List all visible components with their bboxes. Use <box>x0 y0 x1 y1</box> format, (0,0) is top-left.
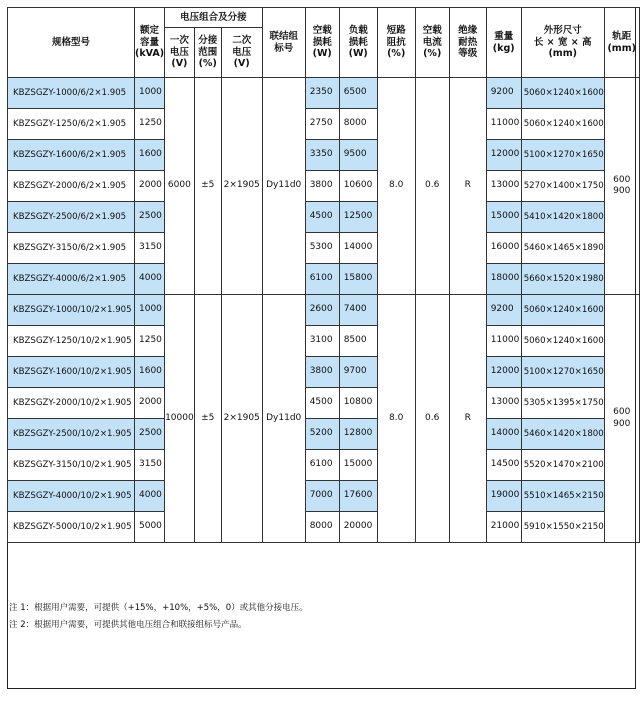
table-row <box>8 295 640 326</box>
gauge-cell: 600 900 <box>604 295 639 543</box>
noload-loss-cell: 2600 <box>305 295 339 326</box>
weight-cell: 13000 <box>486 388 521 419</box>
dimensions-cell: 5660×1520×1980 <box>521 264 604 295</box>
table-row <box>8 233 640 264</box>
header-tap-range: 分接 范围 (%) <box>194 28 221 78</box>
insulation-cell: R <box>449 295 486 543</box>
load-loss-cell: 8000 <box>339 109 377 140</box>
gauge-cell: 600 900 <box>604 78 639 295</box>
tap-range-cell: ±5 <box>194 295 221 543</box>
noload-loss-cell: 2750 <box>305 109 339 140</box>
load-loss-cell: 17600 <box>339 481 377 512</box>
noload-loss-cell: 6100 <box>305 450 339 481</box>
impedance-cell: 8.0 <box>377 295 415 543</box>
weight-cell: 12000 <box>486 357 521 388</box>
dimensions-cell: 5305×1395×1750 <box>521 388 604 419</box>
load-loss-cell: 15800 <box>339 264 377 295</box>
capacity-cell: 5000 <box>135 512 165 543</box>
model-cell: KBZSGZY-5000/10/2×1.905 <box>8 512 135 543</box>
weight-cell: 12000 <box>486 140 521 171</box>
noload-loss-cell: 5200 <box>305 419 339 450</box>
dimensions-cell: 5510×1465×2150 <box>521 481 604 512</box>
model-cell: KBZSGZY-2500/6/2×1.905 <box>8 202 135 233</box>
capacity-cell: 2000 <box>135 171 165 202</box>
header-noload-current: 空载 电流 (%) <box>415 8 449 78</box>
capacity-cell: 3150 <box>135 233 165 264</box>
capacity-cell: 1600 <box>135 140 165 171</box>
primary-voltage-cell: 10000 <box>165 295 195 543</box>
dimensions-cell: 5270×1400×1750 <box>521 171 604 202</box>
load-loss-cell: 7400 <box>339 295 377 326</box>
dimensions-cell: 5460×1420×1800 <box>521 419 604 450</box>
weight-cell: 14000 <box>486 419 521 450</box>
model-cell: KBZSGZY-2000/10/2×1.905 <box>8 388 135 419</box>
load-loss-cell: 12500 <box>339 202 377 233</box>
secondary-voltage-cell: 2×1905 <box>221 78 262 295</box>
table-row <box>8 326 640 357</box>
capacity-cell: 2500 <box>135 419 165 450</box>
model-cell: KBZSGZY-3150/10/2×1.905 <box>8 450 135 481</box>
weight-cell: 11000 <box>486 109 521 140</box>
table-row <box>8 109 640 140</box>
table-row <box>8 419 640 450</box>
header-weight: 重量 (kg) <box>486 8 521 78</box>
dimensions-cell: 5520×1470×2100 <box>521 450 604 481</box>
insulation-cell: R <box>449 78 486 295</box>
weight-cell: 21000 <box>486 512 521 543</box>
load-loss-cell: 9700 <box>339 357 377 388</box>
header-noload-loss: 空载 损耗 (W) <box>305 8 339 78</box>
spec-table-body <box>8 78 640 601</box>
capacity-cell: 1000 <box>135 295 165 326</box>
table-row <box>8 264 640 295</box>
capacity-cell: 2000 <box>135 388 165 419</box>
dimensions-cell: 5100×1270×1650 <box>521 140 604 171</box>
noload-loss-cell: 3800 <box>305 357 339 388</box>
model-cell: KBZSGZY-1250/10/2×1.905 <box>8 326 135 357</box>
table-row <box>8 171 640 202</box>
model-cell: KBZSGZY-1000/6/2×1.905 <box>8 78 135 109</box>
header-primary-voltage: 一次 电压 (V) <box>165 28 195 78</box>
noload-loss-cell: 3350 <box>305 140 339 171</box>
capacity-cell: 3150 <box>135 450 165 481</box>
capacity-cell: 4000 <box>135 264 165 295</box>
weight-cell: 9200 <box>486 295 521 326</box>
noload-loss-cell: 8000 <box>305 512 339 543</box>
vector-group-cell: Dy11d0 <box>262 295 305 543</box>
noload-loss-cell: 4500 <box>305 202 339 233</box>
dimensions-cell: 5060×1240×1600 <box>521 326 604 357</box>
noload-current-cell: 0.6 <box>415 78 449 295</box>
noload-loss-cell: 3800 <box>305 171 339 202</box>
capacity-cell: 1600 <box>135 357 165 388</box>
noload-loss-cell: 4500 <box>305 388 339 419</box>
dimensions-cell: 5060×1240×1600 <box>521 78 604 109</box>
weight-cell: 16000 <box>486 233 521 264</box>
table-row <box>8 357 640 388</box>
weight-cell: 9200 <box>486 78 521 109</box>
weight-cell: 13000 <box>486 171 521 202</box>
weight-cell: 14500 <box>486 450 521 481</box>
weight-cell: 11000 <box>486 326 521 357</box>
header-gauge: 轨距 (mm) <box>604 8 639 78</box>
load-loss-cell: 6500 <box>339 78 377 109</box>
load-loss-cell: 14000 <box>339 233 377 264</box>
model-cell: KBZSGZY-1000/10/2×1.905 <box>8 295 135 326</box>
noload-loss-cell: 6100 <box>305 264 339 295</box>
noload-loss-cell: 2350 <box>305 78 339 109</box>
header-vector-group: 联结组 标号 <box>262 8 305 78</box>
load-loss-cell: 8500 <box>339 326 377 357</box>
table-row <box>8 512 640 543</box>
primary-voltage-cell: 6000 <box>165 78 195 295</box>
dimensions-cell: 5910×1550×2150 <box>521 512 604 543</box>
header-secondary-voltage: 二次 电压 (V) <box>221 28 262 78</box>
spacer-row <box>8 543 640 601</box>
spec-table <box>7 7 640 601</box>
capacity-cell: 2500 <box>135 202 165 233</box>
dimensions-cell: 5460×1465×1890 <box>521 233 604 264</box>
table-row <box>8 78 640 109</box>
noload-loss-cell: 7000 <box>305 481 339 512</box>
vector-group-cell: Dy11d0 <box>262 78 305 295</box>
note-1: 注 1：根据用户需要，可提供（+15%，+10%，+5%，0）或其他分接电压。 <box>9 603 308 613</box>
model-cell: KBZSGZY-1250/6/2×1.905 <box>8 109 135 140</box>
capacity-cell: 1250 <box>135 326 165 357</box>
header-load-loss: 负载 损耗 (W) <box>339 8 377 78</box>
load-loss-cell: 15000 <box>339 450 377 481</box>
noload-loss-cell: 5300 <box>305 233 339 264</box>
header-dimensions: 外形尺寸 长 × 宽 × 高 (mm) <box>521 8 604 78</box>
capacity-cell: 1000 <box>135 78 165 109</box>
table-row <box>8 140 640 171</box>
header-model: 规格型号 <box>8 8 135 78</box>
secondary-voltage-cell: 2×1905 <box>221 295 262 543</box>
model-cell: KBZSGZY-3150/6/2×1.905 <box>8 233 135 264</box>
weight-cell: 18000 <box>486 264 521 295</box>
table-row <box>8 481 640 512</box>
model-cell: KBZSGZY-1600/10/2×1.905 <box>8 357 135 388</box>
notes-section <box>9 600 308 634</box>
model-cell: KBZSGZY-1600/6/2×1.905 <box>8 140 135 171</box>
table-row <box>8 202 640 233</box>
table-row <box>8 450 640 481</box>
header-impedance: 短路 阻抗 (%) <box>377 8 415 78</box>
load-loss-cell: 20000 <box>339 512 377 543</box>
model-cell: KBZSGZY-2000/6/2×1.905 <box>8 171 135 202</box>
load-loss-cell: 12800 <box>339 419 377 450</box>
model-cell: KBZSGZY-4000/10/2×1.905 <box>8 481 135 512</box>
weight-cell: 19000 <box>486 481 521 512</box>
dimensions-cell: 5100×1270×1650 <box>521 357 604 388</box>
model-cell: KBZSGZY-4000/6/2×1.905 <box>8 264 135 295</box>
header-capacity: 额定 容量 (kVA) <box>135 8 165 78</box>
noload-loss-cell: 3100 <box>305 326 339 357</box>
note-2: 注 2：根据用户需要，可提供其他电压组合和联接组标号产品。 <box>9 620 247 630</box>
capacity-cell: 4000 <box>135 481 165 512</box>
table-row <box>8 388 640 419</box>
dimensions-cell: 5060×1240×1600 <box>521 295 604 326</box>
load-loss-cell: 10600 <box>339 171 377 202</box>
capacity-cell: 1250 <box>135 109 165 140</box>
header-voltage-group: 电压组合及分接 <box>165 8 263 28</box>
dimensions-cell: 5060×1240×1600 <box>521 109 604 140</box>
model-cell: KBZSGZY-2500/10/2×1.905 <box>8 419 135 450</box>
tap-range-cell: ±5 <box>194 78 221 295</box>
noload-current-cell: 0.6 <box>415 295 449 543</box>
load-loss-cell: 10800 <box>339 388 377 419</box>
weight-cell: 15000 <box>486 202 521 233</box>
impedance-cell: 8.0 <box>377 78 415 295</box>
header-insulation: 绝缘 耐热 等级 <box>449 8 486 78</box>
dimensions-cell: 5410×1420×1800 <box>521 202 604 233</box>
load-loss-cell: 9500 <box>339 140 377 171</box>
